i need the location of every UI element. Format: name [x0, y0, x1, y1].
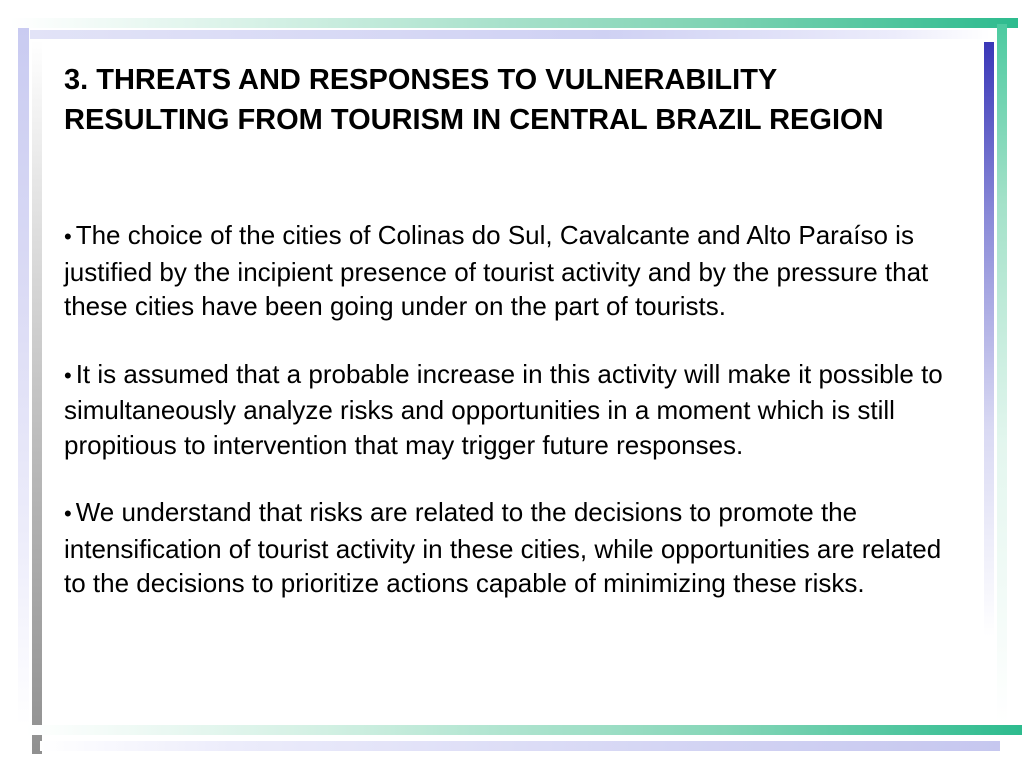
top-teal-decor-bar — [10, 18, 1018, 28]
bottom-teal-decor-bar — [26, 725, 1022, 735]
bullet-text: It is assumed that a probable increase in this activity will make it possible to simultaneously analyze risks and opportunities in a moment which is still propitious to intervention that may trigger future responses. — [64, 358, 943, 460]
bullet-item — [64, 218, 964, 324]
right-teal-decor-bar — [997, 24, 1007, 724]
left-lavender-decor-bar — [18, 28, 29, 726]
left-gray-decor-bar — [32, 40, 42, 754]
bullet-icon: • — [64, 224, 72, 249]
slide-body — [64, 218, 964, 601]
bullet-text: The choice of the cities of Colinas do Sul, Cavalcante and Alto Paraíso is justified by the incipient presence of tourist activity and by the pressure that these cities have been going under on the part of tourists. — [64, 220, 929, 321]
top-lavender-decor-bar — [30, 30, 990, 39]
bullet-icon: • — [64, 362, 72, 388]
bullet-icon: • — [64, 501, 72, 526]
bullet-item — [64, 495, 964, 601]
right-blue-decor-bar — [984, 42, 994, 742]
bullet-text: We understand that risks are related to the decisions to promote the intensification of tourist activity in these cities, while opportunities are related to the decisions to prioritize actions capable of minimizing these risks. — [64, 497, 942, 598]
slide-title: 3. THREATS AND RESPONSES TO VULNERABILITY RESULTING FROM TOURISM IN CENTRAL BRAZIL REGION — [64, 64, 884, 136]
bullet-item — [64, 357, 964, 463]
bottom-lavender-decor-bar — [40, 741, 1000, 751]
